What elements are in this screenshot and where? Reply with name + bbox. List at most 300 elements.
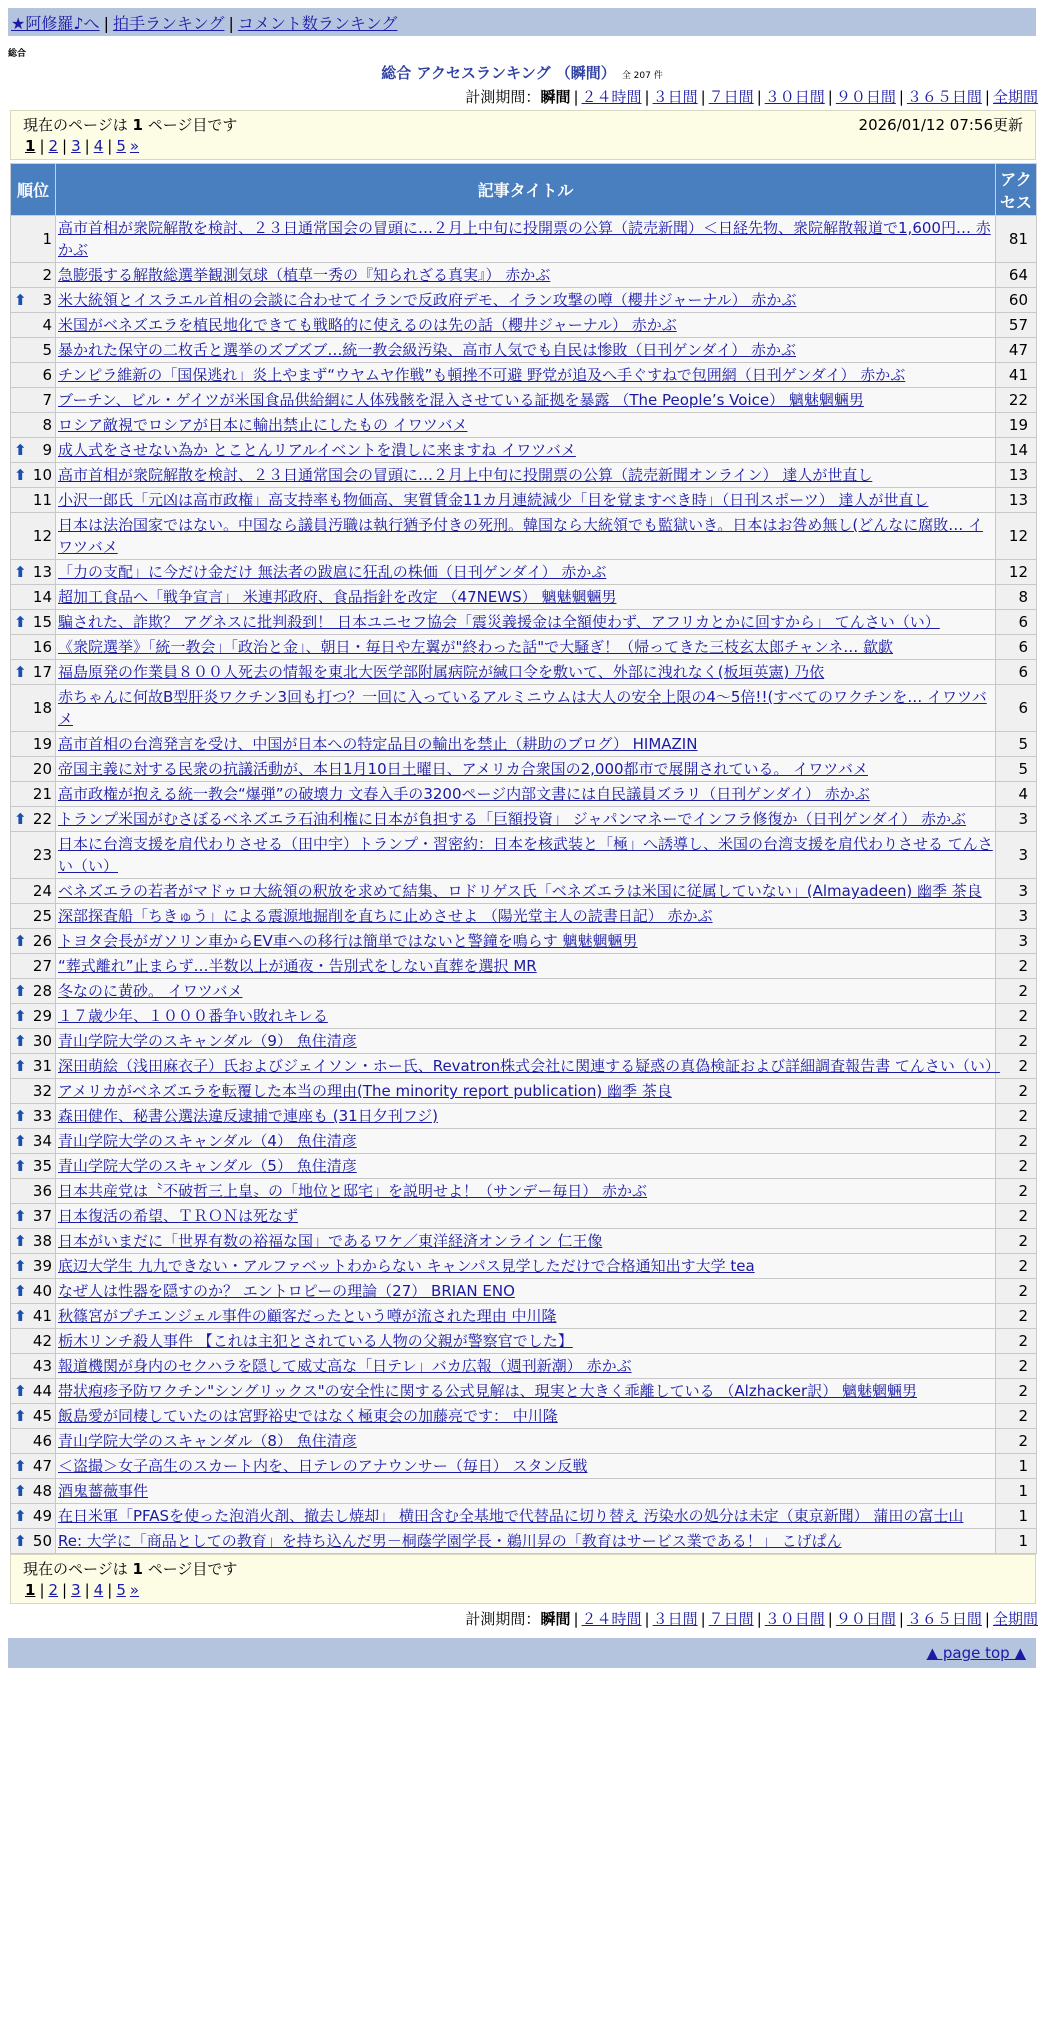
title-cell (56, 954, 996, 979)
total-count: 全 207 件 (621, 71, 663, 81)
table-row (11, 904, 1037, 929)
up-arrow-icon: ⬆ (14, 1507, 27, 1525)
rank-number: 9 (42, 441, 52, 459)
rank-cell (11, 1279, 56, 1304)
period-separator: | (700, 88, 706, 106)
page-separator: | (39, 1581, 45, 1599)
table-row (11, 979, 1037, 1004)
access-count: 2 (996, 1179, 1037, 1204)
title-cell (56, 1479, 996, 1504)
rank-number: 16 (32, 638, 52, 656)
next-page-link[interactable]: » (129, 137, 140, 155)
rank-number: 22 (32, 810, 52, 828)
page-title (0, 62, 1044, 83)
period-current: 瞬間 (540, 88, 571, 106)
rank-cell (11, 1029, 56, 1054)
access-count: 13 (996, 488, 1037, 513)
period-selector-bottom (465, 1608, 1038, 1629)
bottom-bar (8, 1638, 1036, 1668)
rank-cell (11, 904, 56, 929)
pagination (23, 135, 1023, 157)
table-row (11, 560, 1037, 585)
article-link[interactable]: 急膨張する解散総選挙観測気球（植草一秀の『知られざる真実』） 赤かぶ (58, 266, 551, 284)
up-arrow-icon: ⬆ (14, 932, 27, 950)
rank-number: 36 (32, 1182, 52, 1200)
access-count: 2 (996, 1204, 1037, 1229)
article-link[interactable]: 青山学院大学のスキャンダル（9） 魚住清彦 (58, 1032, 357, 1050)
page-link[interactable]: 3 (71, 1581, 81, 1599)
access-count: 6 (996, 660, 1037, 685)
access-count: 60 (996, 288, 1037, 313)
article-link[interactable]: 成人式をさせない為か とことんリアルイベントを潰しに来ますね イワツバメ (58, 441, 576, 459)
article-link[interactable]: 福島原発の作業員８００人死去の情報を東北大医学部附属病院が緘口令を敷いて、外部に洩れなく(板垣英憲) 乃依 (58, 663, 825, 681)
article-link[interactable]: 日本に台湾支援を肩代わりさせる（田中宇）トランプ・習密約：日本を核武装と「極」へ誘導し、米国の台湾支援を肩代わりさせる てんさい（い） (58, 835, 993, 875)
table-row (11, 1054, 1037, 1079)
article-link[interactable]: 青山学院大学のスキャンダル（5） 魚住清彦 (58, 1157, 357, 1175)
rank-number: 21 (32, 785, 52, 803)
article-link[interactable]: 日本復活の希望、ＴＲＯＮは死なず (58, 1207, 299, 1225)
access-count: 2 (996, 1129, 1037, 1154)
rank-cell (11, 954, 56, 979)
up-arrow-icon: ⬆ (14, 1457, 27, 1475)
title-cell (56, 288, 996, 313)
up-arrow-icon: ⬆ (14, 1482, 27, 1500)
title-cell (56, 1079, 996, 1104)
page-top-link[interactable]: ▲ page top ▲ (926, 1644, 1026, 1662)
table-row (11, 1454, 1037, 1479)
access-count: 2 (996, 1354, 1037, 1379)
table-row (11, 388, 1037, 413)
rank-cell (11, 1254, 56, 1279)
title-cell (56, 488, 996, 513)
page-separator: | (107, 137, 113, 155)
next-page-link[interactable]: » (129, 1581, 140, 1599)
up-arrow-icon: ⬆ (14, 1107, 27, 1125)
home-link[interactable]: ★阿修羅♪へ (11, 14, 100, 33)
up-arrow-icon: ⬆ (14, 1307, 27, 1325)
table-row (11, 363, 1037, 388)
rank-header: 順位 (11, 164, 56, 216)
access-count: 3 (996, 929, 1037, 954)
article-link[interactable]: 「力の支配」に今だけ金だけ 無法者の跋扈に狂乱の株価（日刊ゲンダイ） 赤かぶ (58, 563, 607, 581)
access-count: 6 (996, 635, 1037, 660)
period-link[interactable]: ７日間 (708, 88, 754, 106)
rank-number: 27 (32, 957, 52, 975)
article-link[interactable]: 超加工食品へ「戦争宣言」 米連邦政府、食品指針を改定 （47NEWS） 魑魅魍魎男 (58, 588, 617, 606)
title-cell (56, 513, 996, 560)
title-cell (56, 363, 996, 388)
table-row (11, 1254, 1037, 1279)
access-count: 2 (996, 954, 1037, 979)
period-separator: | (827, 1610, 833, 1628)
period-separator: | (644, 1610, 650, 1628)
article-link[interactable]: 日本共産党は〝不破哲三上皇〟の「地位と邸宅」を説明せよ！（サンデー毎日） 赤かぶ (58, 1182, 648, 1200)
article-link[interactable]: 帯状疱疹予防ワクチン"シングリックス"の安全性に関する公式見解は、現実と大きく乖離している （Alzhacker訳） 魑魅魍魎男 (58, 1382, 917, 1400)
title-cell (56, 463, 996, 488)
page-separator: | (62, 137, 68, 155)
access-count: 2 (996, 1004, 1037, 1029)
title-cell (56, 1429, 996, 1454)
rank-cell (11, 1304, 56, 1329)
period-link[interactable]: ７日間 (708, 1610, 754, 1628)
title-cell (56, 832, 996, 879)
article-link[interactable]: ＜盗撮＞女子高生のスカート内を、日テレのアナウンサー（毎日） スタン反戦 (58, 1457, 588, 1475)
rank-number: 45 (32, 1407, 52, 1425)
comment-ranking-link[interactable]: コメント数ランキング (237, 14, 398, 33)
rank-number: 12 (32, 527, 52, 545)
article-link[interactable]: 高市首相が衆院解散を検討、２３日通常国会の冒頭に…２月上中旬に投開票の公算（読売新聞）＜日経先物、衆院解散報道で1,600円… 赤かぶ (58, 219, 991, 259)
table-row (11, 585, 1037, 610)
title-cell (56, 1279, 996, 1304)
rank-cell (11, 635, 56, 660)
rank-number: 18 (32, 699, 52, 717)
rank-number: 2 (42, 266, 52, 284)
rank-cell (11, 660, 56, 685)
ranking-table-body (11, 216, 1037, 1554)
page-link[interactable]: 5 (116, 1581, 126, 1599)
rank-number: 42 (32, 1332, 52, 1350)
article-link[interactable]: 日本は法治国家ではない。中国なら議員汚職は執行猶予付きの死刑。韓国なら大統領でも監獄いき。日本はお咎め無し(どんなに腐敗… イワツバメ (58, 516, 984, 556)
rank-number: 6 (42, 366, 52, 384)
table-header-row (11, 164, 1037, 216)
table-row (11, 732, 1037, 757)
table-row (11, 1079, 1037, 1104)
table-row (11, 438, 1037, 463)
rank-number: 32 (32, 1082, 52, 1100)
title-cell (56, 660, 996, 685)
period-separator: | (644, 88, 650, 106)
up-arrow-icon: ⬆ (14, 1232, 27, 1250)
page-link[interactable]: 5 (116, 137, 126, 155)
table-row (11, 1129, 1037, 1154)
article-link[interactable]: “葬式離れ”止まらず…半数以上が通夜・告別式をしない直葬を選択 MR (58, 957, 537, 975)
period-label: 計測期間： (465, 88, 541, 106)
title-cell (56, 757, 996, 782)
access-count: 2 (996, 979, 1037, 1004)
ranking-title: 総合 アクセスランキング （瞬間） (381, 64, 616, 82)
rank-cell (11, 463, 56, 488)
table-row (11, 1504, 1037, 1529)
up-arrow-icon: ⬆ (14, 1007, 27, 1025)
title-cell (56, 1054, 1000, 1079)
table-row (11, 929, 1037, 954)
rank-cell (11, 1129, 56, 1154)
access-count: 6 (996, 685, 1037, 732)
title-cell (56, 732, 996, 757)
table-row (11, 610, 1037, 635)
title-cell (56, 1204, 996, 1229)
page-info-top (10, 110, 1036, 160)
rank-number: 44 (32, 1382, 52, 1400)
period-separator: | (898, 88, 904, 106)
title-cell (56, 1454, 996, 1479)
article-link[interactable]: 冬なのに黄砂。 イワツバメ (58, 982, 243, 1000)
rank-number: 30 (32, 1032, 52, 1050)
article-link[interactable]: 在日米軍「PFASを使った泡消火剤、撤去し焼却」 横田含む全基地で代替品に切り替え 汚染水の処分は未定（東京新聞） 蒲田の富士山 (58, 1507, 964, 1525)
article-link[interactable]: 騙された、詐欺？ アグネスに批判殺到！ 日本ユニセフ協会「震災義援金は全額使わず、アフリカとかに回すから」 てんさい（い） (58, 613, 940, 631)
period-link[interactable]: 全期間 (992, 1610, 1038, 1628)
page-text-post: ページ目です (147, 115, 238, 134)
table-row (11, 313, 1037, 338)
period-link[interactable]: ３日間 (652, 1610, 698, 1628)
period-link[interactable]: ３０日間 (764, 1610, 825, 1628)
access-count: 2 (996, 1229, 1037, 1254)
period-link[interactable]: ３日間 (652, 88, 698, 106)
article-link[interactable]: ブーチン、ビル・ゲイツが米国食品供給網に人体残骸を混入させている証拠を暴露 （The People’s Voice） 魑魅魍魎男 (58, 391, 864, 409)
period-selector-top (465, 86, 1038, 107)
rank-cell (11, 560, 56, 585)
up-arrow-icon: ⬆ (14, 1207, 27, 1225)
rank-number: 50 (32, 1532, 52, 1550)
access-count: 6 (996, 610, 1037, 635)
page-status-row (23, 113, 1023, 135)
rank-number: 19 (32, 735, 52, 753)
rank-cell (11, 585, 56, 610)
rank-cell (11, 413, 56, 438)
rank-cell (11, 879, 56, 904)
page-link[interactable]: 4 (93, 1581, 104, 1599)
title-cell (56, 929, 996, 954)
rank-cell (11, 338, 56, 363)
article-link[interactable]: ベネズエラの若者がマドゥロ大統領の釈放を求めて結集、ロドリゲス氏「ベネズエラは米国に従属していない」(Almayadeen) 幽季 茶良 (58, 882, 982, 900)
access-count: 2 (996, 1054, 1037, 1079)
title-cell (56, 807, 996, 832)
rank-cell (11, 363, 56, 388)
rank-cell (11, 513, 56, 560)
page-link[interactable]: 2 (48, 1581, 59, 1599)
rank-cell (11, 216, 56, 263)
table-row (11, 782, 1037, 807)
top-nav-bar (8, 8, 1036, 36)
access-count: 2 (996, 1029, 1037, 1054)
page-link[interactable]: 2 (48, 137, 59, 155)
access-count: 41 (996, 363, 1037, 388)
period-link[interactable]: ３０日間 (764, 88, 825, 106)
period-link[interactable]: ２４時間 (581, 1610, 642, 1628)
rank-cell (11, 1354, 56, 1379)
title-cell (56, 635, 996, 660)
title-cell (56, 216, 996, 263)
article-link[interactable]: 高市首相が衆院解散を検討、２３日通常国会の冒頭に…２月上中旬に投開票の公算（読売新聞オンライン） 達人が世直し (58, 466, 873, 484)
access-count: 3 (996, 879, 1037, 904)
access-count: 22 (996, 388, 1037, 413)
rank-cell (11, 1229, 56, 1254)
period-label: 計測期間： (465, 1610, 541, 1628)
rank-cell (11, 1404, 56, 1429)
up-arrow-icon: ⬆ (14, 1282, 27, 1300)
access-count: 12 (996, 560, 1037, 585)
table-row (11, 1429, 1037, 1454)
article-link[interactable]: 秋篠宮がプチエンジェル事件の顧客だったという噂が流された理由 中川隆 (58, 1307, 557, 1325)
up-arrow-icon: ⬆ (14, 1157, 27, 1175)
table-row (11, 1479, 1037, 1504)
table-row (11, 513, 1037, 560)
rank-number: 3 (42, 291, 52, 309)
up-arrow-icon: ⬆ (14, 810, 27, 828)
period-link[interactable]: 全期間 (992, 88, 1038, 106)
access-count: 81 (996, 216, 1037, 263)
article-link[interactable]: 青山学院大学のスキャンダル（8） 魚住清彦 (58, 1432, 357, 1450)
period-link[interactable]: ９０日間 (835, 1610, 896, 1628)
article-link[interactable]: Re: 大学に「商品としての教育」を持ち込んだ男－桐蔭学園学長・鵜川昇の「教育はサービス業である！」 こげぱん (58, 1532, 842, 1550)
article-link[interactable]: アメリカがベネズエラを転覆した本当の理由(The minority report publication) 幽季 茶良 (58, 1082, 672, 1100)
updated-timestamp: 2026/01/12 07:56更新 (858, 115, 1023, 134)
rank-cell (11, 263, 56, 288)
page-link[interactable]: 4 (93, 137, 104, 155)
article-link[interactable]: トランプ米国がむさぼるベネズエラ石油利権に日本が負担する「巨額投資」 ジャパンマネーでインフラ修復か（日刊ゲンダイ） 赤かぶ (58, 810, 967, 828)
table-row (11, 1004, 1037, 1029)
access-count: 2 (996, 1104, 1037, 1129)
access-count: 64 (996, 263, 1037, 288)
title-cell (56, 1254, 996, 1279)
article-link[interactable]: チンピラ維新の「国保逃れ」炎上やまず“ウヤムヤ作戦”も頓挫不可避 野党が追及へ手ぐすねで包囲網（日刊ゲンダイ） 赤かぶ (58, 366, 906, 384)
article-link[interactable]: 米国がベネズエラを植民地化できても戦略的に使えるのは先の話（櫻井ジャーナル） 赤かぶ (58, 316, 677, 334)
access-count: 14 (996, 438, 1037, 463)
title-cell (56, 338, 996, 363)
title-cell (56, 263, 996, 288)
article-link[interactable]: 米大統領とイスラエル首相の会談に合わせてイランで反政府デモ、イラン攻撃の噂（櫻井ジャーナル） 赤かぶ (58, 291, 797, 309)
table-row (11, 463, 1037, 488)
rank-cell (11, 782, 56, 807)
access-header: アクセス (996, 164, 1037, 216)
title-cell (56, 1354, 996, 1379)
table-row (11, 757, 1037, 782)
article-link[interactable]: 深部探査船「ちきゅう」による震源地掘削を直ちに止めさせよ （陽光堂主人の読書日記） 赤かぶ (58, 907, 713, 925)
article-link[interactable]: なぜ人は性器を隠すのか？ エントロピーの理論（27） BRIAN ENO (58, 1282, 515, 1300)
article-link[interactable]: 青山学院大学のスキャンダル（4） 魚住清彦 (58, 1132, 357, 1150)
table-row (11, 1404, 1037, 1429)
title-cell (56, 1229, 996, 1254)
title-header: 記事タイトル (56, 164, 996, 216)
table-row (11, 413, 1037, 438)
rank-number: 8 (42, 416, 52, 434)
rank-cell (11, 488, 56, 513)
article-link[interactable]: 高市政権が抱える統一教会“爆弾”の破壊力 文春入手の3200ページ内部文書には自民議員ズラリ（日刊ゲンダイ） 赤かぶ (58, 785, 870, 803)
period-separator: | (700, 1610, 706, 1628)
article-link[interactable]: 小沢一郎氏「元凶は高市政権」高支持率も物価高、実質賃金11カ月連続減少「目を覚ますべき時」（日刊スポーツ） 達人が世直し (58, 491, 929, 509)
page-link[interactable]: 3 (71, 137, 81, 155)
page-text-pre: 現在のページは (23, 1559, 128, 1578)
article-link[interactable]: 飯島愛が同棲していたのは宮野裕史ではなく極東会の加藤亮です： 中川隆 (58, 1407, 558, 1425)
access-count: 2 (996, 1404, 1037, 1429)
rank-cell (11, 1004, 56, 1029)
access-count: 2 (996, 1379, 1037, 1404)
period-link[interactable]: ９０日間 (835, 88, 896, 106)
table-row (11, 1029, 1037, 1054)
period-link[interactable]: ３６５日間 (906, 88, 982, 106)
title-cell (56, 1379, 996, 1404)
rank-number: 4 (42, 316, 52, 334)
article-link[interactable]: トヨタ会長がガソリン車からEV車への移行は簡単ではないと警鐘を鳴らす 魑魅魍魎男 (58, 932, 638, 950)
rank-number: 40 (32, 1282, 52, 1300)
rank-number: 38 (32, 1232, 52, 1250)
rank-number: 13 (32, 563, 52, 581)
rank-number: 37 (32, 1207, 52, 1225)
rank-number: 28 (32, 982, 52, 1000)
access-count: 3 (996, 832, 1037, 879)
rank-cell (11, 1379, 56, 1404)
title-cell (56, 1129, 996, 1154)
up-arrow-icon: ⬆ (14, 613, 27, 631)
clap-ranking-link[interactable]: 拍手ランキング (112, 14, 225, 33)
article-link[interactable]: 帝国主義に対する民衆の抗議活動が、本日1月10日土曜日、アメリカ合衆国の2,000都市で展開されている。 イワツバメ (58, 760, 868, 778)
title-cell (56, 782, 996, 807)
table-row (11, 288, 1037, 313)
title-cell (56, 560, 996, 585)
article-link[interactable]: 赤ちゃんに何故B型肝炎ワクチン3回も打つ？一回に入っているアルミニウムは大人の安全上限の4～5倍!!(すべてのワクチンを… イワツバメ (58, 688, 987, 728)
table-row (11, 1354, 1037, 1379)
rank-number: 24 (32, 882, 52, 900)
period-separator: | (984, 88, 990, 106)
rank-number: 49 (32, 1507, 52, 1525)
page-status-row (23, 1557, 1023, 1579)
period-separator: | (827, 88, 833, 106)
article-link[interactable]: 酒鬼薔薇事件 (58, 1482, 149, 1500)
page-link-current: 1 (25, 137, 36, 155)
period-link[interactable]: ３６５日間 (906, 1610, 982, 1628)
table-row (11, 879, 1037, 904)
period-separator: | (898, 1610, 904, 1628)
article-link[interactable]: 暴かれた保守の二枚舌と選挙のズブズブ…統一教会級汚染、高市人気でも自民は惨敗（日刊ゲンダイ） 赤かぶ (58, 341, 796, 359)
period-link[interactable]: ２４時間 (581, 88, 642, 106)
table-row (11, 954, 1037, 979)
title-cell (56, 1029, 996, 1054)
table-row (11, 488, 1037, 513)
rank-number: 26 (32, 932, 52, 950)
rank-cell (11, 288, 56, 313)
up-arrow-icon: ⬆ (14, 982, 27, 1000)
article-link[interactable]: 栃木リンチ殺人事件 【これは主犯とされている人物の父親が警察官でした】 (58, 1332, 573, 1350)
pagination (23, 1579, 1023, 1601)
ranking-table (10, 163, 1037, 1554)
rank-number: 31 (32, 1057, 52, 1075)
rank-cell (11, 1479, 56, 1504)
rank-cell (11, 685, 56, 732)
rank-number: 43 (32, 1357, 52, 1375)
title-cell (56, 879, 996, 904)
article-link[interactable]: 高市首相の台湾発言を受け、中国が日本への特定品目の輸出を禁止（耕助のブログ） HIMAZIN (58, 735, 698, 753)
rank-number: 39 (32, 1257, 52, 1275)
rank-number: 25 (32, 907, 52, 925)
period-separator: | (756, 88, 762, 106)
access-count: 57 (996, 313, 1037, 338)
rank-cell (11, 1179, 56, 1204)
rank-number: 35 (32, 1157, 52, 1175)
article-link[interactable]: 森田健作、秘書公選法違反逮捕で連座も (31日夕刊フジ) (58, 1107, 438, 1125)
article-link[interactable]: 《衆院選挙》「統一教会」「政治と金」、朝日・毎日や左翼が"終わった話"で大騒ぎ！（帰ってきた三枝玄太郎チャンネ… 歙歔 (58, 638, 894, 656)
access-count: 1 (996, 1529, 1037, 1554)
title-cell (56, 1329, 996, 1354)
rank-number: 20 (32, 760, 52, 778)
rank-cell (11, 1104, 56, 1129)
title-cell (56, 1304, 996, 1329)
rank-number: 17 (32, 663, 52, 681)
article-link[interactable]: 報道機関が身内のセクハラを隠して威丈高な「日テレ」バカ広報（週刊新潮） 赤かぶ (58, 1357, 632, 1375)
article-link[interactable]: ロシア敵視でロシアが日本に輸出禁止にしたもの イワツバメ (58, 416, 468, 434)
article-link[interactable]: 深田萌絵（浅田麻衣子）氏およびジェイソン・ホー氏、Revatron株式会社に関連する疑惑の真偽検証および詳細調査報告書 てんさい（い） (58, 1057, 1000, 1075)
up-arrow-icon: ⬆ (14, 1382, 27, 1400)
article-link[interactable]: １７歳少年、１０００番争い敗れキレる (58, 1007, 328, 1025)
article-link[interactable]: 底辺大学生 九九できない・アルファベットわからない キャンパス見学しただけで合格通知出す大学 tea (58, 1257, 755, 1275)
access-count: 2 (996, 1279, 1037, 1304)
title-cell (56, 1504, 996, 1529)
period-separator: | (756, 1610, 762, 1628)
article-link[interactable]: 日本がいまだに「世界有数の裕福な国」であるワケ／東洋経済オンライン 仁王像 (58, 1232, 603, 1250)
table-row (11, 1179, 1037, 1204)
page-separator: | (62, 1581, 68, 1599)
category-label: 総合 (8, 49, 27, 59)
rank-cell (11, 1454, 56, 1479)
